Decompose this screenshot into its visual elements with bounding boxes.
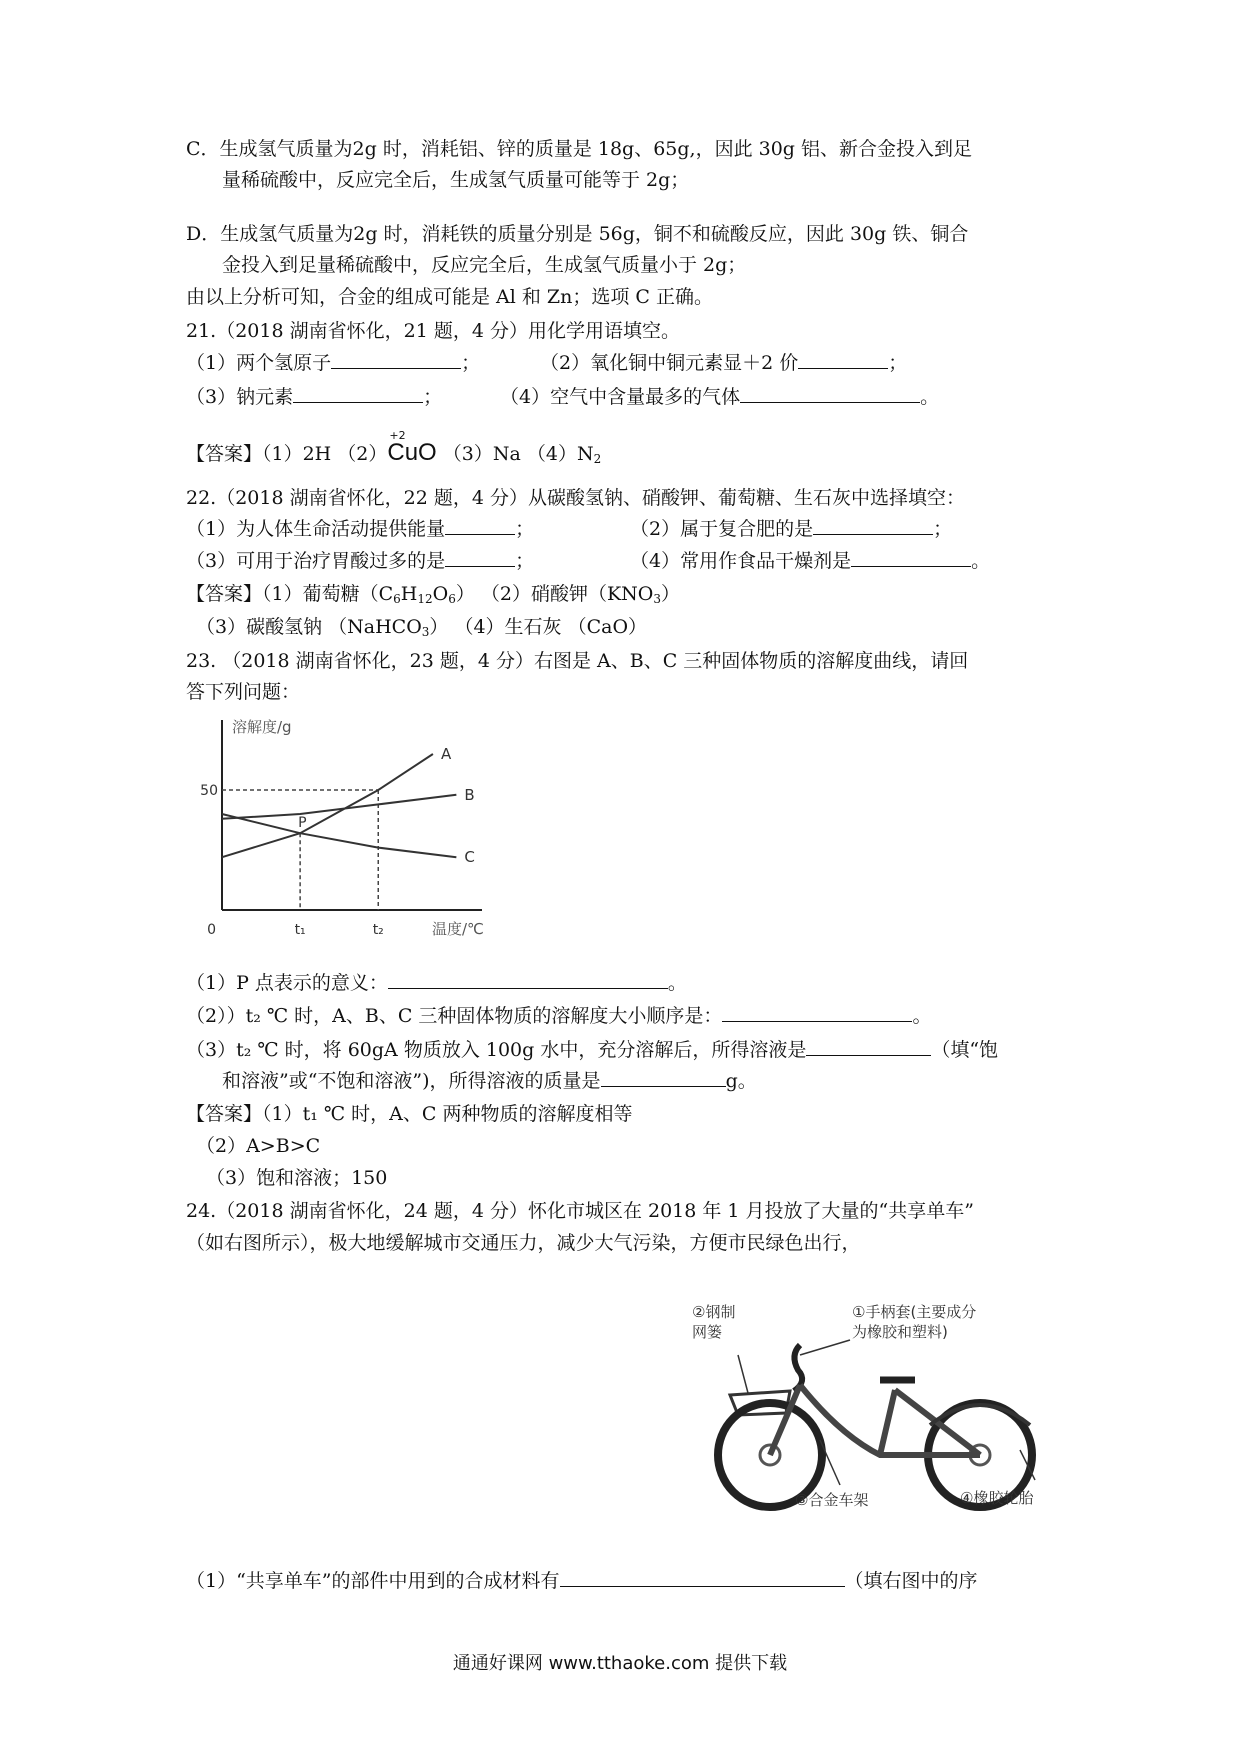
x-tick-label: t₁ [294,922,306,938]
q23-item-3 [186,1037,998,1063]
answer-text: （3）Na （4）N [442,443,594,465]
label-frame: ③合金车架 [795,1491,869,1509]
q22-item-4 [630,548,990,574]
q23-item-3-cont [222,1068,757,1094]
separator: ； [933,518,953,540]
period: 。 [920,386,940,408]
q21-item-3 [186,384,442,410]
label-handle-grip: ①手柄套(主要成分 [852,1303,977,1321]
separator: ； [515,550,535,572]
text-line: 由以上分析可知，合金的组成可能是 Al 和 Zn；选项 C 正确。 [186,286,713,308]
series-label-A: A [440,745,452,763]
question-24-title-cont: （如右图所示），极大地缓解城市交通压力，减少大气污染，方便市民绿色出行， [186,1232,861,1254]
separator: ； [515,518,535,540]
question-24-title: 24.（2018 湖南省怀化，24 题，4 分）怀化市城区在 2018 年 1 月投放了大量的“共享单车” [186,1200,974,1222]
q21-item-3-label: （3）钠元素 [186,386,294,408]
q24-item-1-hint: （填右图中的序 [844,1570,978,1592]
q22-item-3 [186,548,534,574]
cuo-formula [387,429,437,466]
y-axis-label: 溶解度/g [232,718,292,736]
y-tick-label: 50 [200,783,218,799]
text-line: 金投入到足量稀硫酸中，反应完全后，生成氢气质量小于 2g； [222,254,747,276]
origin-label: 0 [207,922,216,938]
answer-text: 【答案】（1）葡萄糖（C [186,583,394,605]
x-tick-label: t₂ [372,922,384,938]
q22-answer-2 [196,614,647,645]
q22-item-1-label: （1）为人体生命活动提供能量 [186,518,446,540]
question-22-title: 22.（2018 湖南省怀化，22 题，4 分）从碳酸氢钠、硝酸钾、葡萄糖、生石灰中选择填空： [186,487,965,509]
subscript: 2 [593,452,602,466]
answer-text: 【答案】（1）2H （2） [186,443,388,465]
answer-blank[interactable] [798,350,888,369]
answer-blank[interactable] [445,516,515,535]
question-23-title-cont: 答下列问题： [186,681,301,703]
x-axis-label: 温度/℃ [432,920,484,938]
answer-blank[interactable] [851,548,971,567]
answer-blank[interactable] [445,548,515,567]
answer-text: ） （4）生石灰 （CaO） [429,616,648,638]
series-label-C: C [464,848,475,867]
subscript: 3 [421,625,430,639]
frame-shape [770,1385,980,1455]
label-tire: ④橡胶轮胎 [960,1489,1034,1507]
answer-text: O [432,583,449,605]
question-23-title: 23. （2018 湖南省怀化，23 题，4 分）右图是 A、B、C 三种固体物质的溶解度曲线，请回 [186,650,969,672]
q23-item-3-label: 和溶液”或“不饱和溶液”)，所得溶液的质量是 [222,1070,601,1092]
q23-answer-2: （2）A>B>C [196,1135,321,1157]
text-line: 量稀硫酸中，反应完全后，生成氢气质量可能等于 2g； [222,169,690,191]
subscript: 3 [653,592,662,606]
handlebar-shape [794,1345,802,1391]
q21-item-2 [540,350,907,376]
text-line: C．生成氢气质量为2g 时，消耗铝、锌的质量是 18g、65g,，因此 30g 铝、新合金投入到足 [186,138,973,160]
q23-item-2 [186,1003,931,1029]
q21-item-1-label: （1）两个氢原子 [186,352,332,374]
subscript: 6 [393,592,401,606]
answer-text: （3）碳酸氢钠 （NaHCO [196,616,422,638]
oxidation-state: +2 [389,429,406,442]
answer-text: ） [661,583,681,605]
answer-blank[interactable] [722,1003,912,1022]
answer-blank[interactable] [813,516,933,535]
solubility-chart [186,710,486,950]
q22-item-4-label: （4）常用作食品干燥剂是 [630,550,852,572]
q23-item-1-label: （1）P 点表示的意义： [186,972,388,994]
answer-blank[interactable] [806,1037,931,1056]
series-line-B [222,795,456,819]
separator: ； [888,352,908,374]
period: 。 [912,1005,932,1027]
q21-item-4 [500,384,939,410]
unit: g。 [725,1070,757,1092]
subscript: 6 [448,592,456,606]
period: 。 [667,972,687,994]
q23-item-3-hint: （填“饱 [931,1039,999,1061]
q23-answer-3: （3）饱和溶液；150 [206,1167,388,1189]
label-handle-grip-2: 为橡胶和塑料) [852,1323,948,1341]
answer-blank[interactable] [388,970,668,989]
q21-item-1 [186,350,480,376]
label-basket-2: 网篓 [692,1323,723,1341]
subscript: 12 [417,592,433,606]
q24-item-1 [186,1568,978,1594]
q22-item-2-label: （2）属于复合肥的是 [630,518,814,540]
q23-item-1 [186,970,687,996]
series-label-B: B [464,785,475,804]
question-21-title: 21.（2018 湖南省怀化，21 题，4 分）用化学用语填空。 [186,320,680,342]
page-footer: 通通好课网 www.tthaoke.com 提供下载 [452,1653,788,1674]
q21-answer [186,429,602,472]
separator: ； [423,386,443,408]
q23-item-3-label: （3）t₂ ℃ 时，将 60gA 物质放入 100g 水中，充分溶解后，所得溶液是 [186,1039,807,1061]
q24-item-1-label: （1）“共享单车”的部件中用到的合成材料有 [186,1570,560,1592]
q21-item-4-label: （4）空气中含量最多的气体 [500,386,741,408]
answer-blank[interactable] [560,1568,845,1587]
bicycle-figure [690,1285,1060,1515]
q22-answer-1 [186,581,680,612]
series-line-A [222,754,433,857]
q21-item-2-label: （2）氧化铜中铜元素显＋2 价 [540,352,799,374]
answer-blank[interactable] [601,1068,726,1087]
text-line: D．生成氢气质量为2g 时，消耗铁的质量分别是 56g，铜不和硫酸反应，因此 30g 铁、铜合 [186,223,969,245]
answer-blank[interactable] [740,384,920,403]
answer-blank[interactable] [293,384,423,403]
answer-text: ） （2）硝酸钾（KNO [455,583,654,605]
point-p-label: P [298,815,307,832]
q22-item-3-label: （3）可用于治疗胃酸过多的是 [186,550,446,572]
period: 。 [971,550,991,572]
series-line-C [222,814,456,857]
answer-blank[interactable] [331,350,461,369]
q23-answer-1: 【答案】（1）t₁ ℃ 时，A、C 两种物质的溶解度相等 [186,1103,633,1125]
answer-text: H [400,583,418,605]
label-basket: ②钢制 [692,1303,736,1321]
q22-item-2 [630,516,952,542]
formula-text: CuO [387,439,437,466]
q23-item-2-label: （2））t₂ ℃ 时，A、B、C 三种固体物质的溶解度大小顺序是： [186,1005,723,1027]
q22-item-1 [186,516,534,542]
separator: ； [461,352,481,374]
